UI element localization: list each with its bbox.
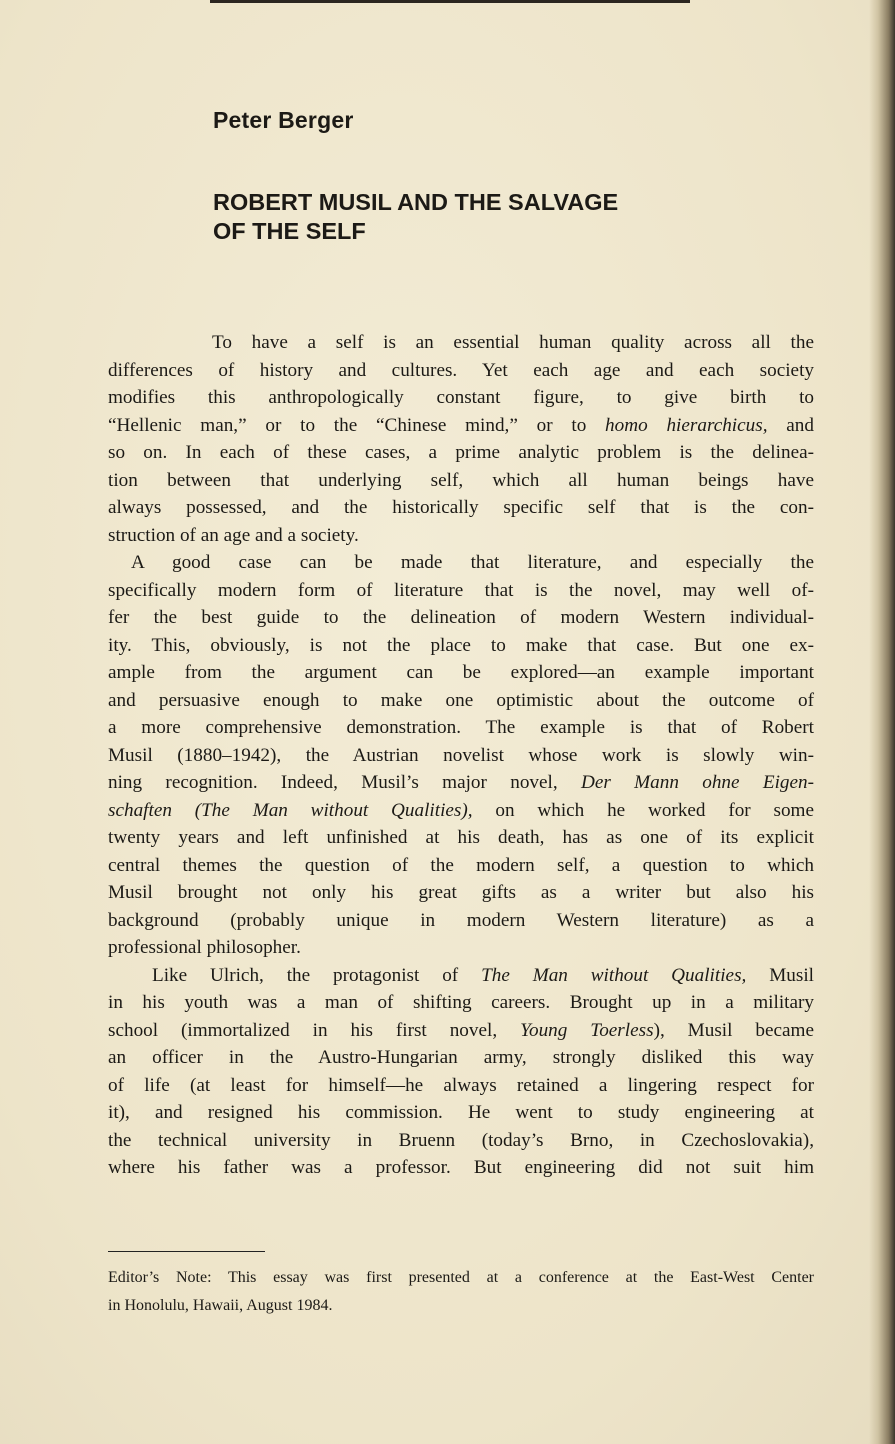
author-name: Peter Berger [213, 107, 354, 133]
body-text-line: in his youth was a man of shifting careers. Brought up in a military [108, 992, 814, 1013]
body-text-line: tion between that underlying self, which all human beings have [108, 469, 814, 491]
body-text-line: Musil (1880–1942), the Austrian novelist whose work is slowly win- [108, 744, 814, 766]
body-text-line: specifically modern form of literature that is the novel, may well of- [108, 579, 814, 601]
body-text-line: of life (at least for himself—he always retained a lingering respect for [108, 1074, 814, 1096]
footnote-line: in Honolulu, Hawaii, August 1984. [108, 1296, 333, 1314]
body-text-line: schaften (The Man without Qualities), on which he worked for some [108, 799, 814, 821]
body-text-line: struction of an age and a society. [108, 524, 359, 546]
body-text-line: so on. In each of these cases, a prime analytic problem is the delinea- [108, 442, 814, 463]
body-text-line: ity. This, obviously, is not the place to make that case. But one ex- [108, 634, 814, 656]
body-text-line: A good case can be made that literature, and especially the [131, 552, 814, 573]
body-text-line: and persuasive enough to make one optimistic about the outcome of [108, 689, 814, 711]
body-text-line: always possessed, and the historically specific self that is the con- [108, 497, 814, 518]
body-text-line: ning recognition. Indeed, Musil’s major novel, Der Mann ohne Eigen- [108, 772, 814, 793]
body-text-line: Like Ulrich, the protagonist of The Man without Qualities, Musil [152, 964, 814, 986]
body-text-line: the technical university in Bruenn (today’s Brno, in Czechoslovakia), [108, 1129, 814, 1151]
footnote [108, 1266, 814, 1321]
body-text-line: background (probably unique in modern Western literature) as a [108, 909, 814, 931]
body-text-line: modifies this anthropologically constant figure, to give birth to [108, 387, 814, 408]
body-text-line: Musil brought not only his great gifts as a writer but also his [108, 882, 814, 903]
body-text-line: ample from the argument can be explored—an example important [108, 662, 814, 683]
essay-title [213, 188, 773, 246]
body-text-line: professional philosopher. [108, 937, 301, 958]
body-text-line: differences of history and cultures. Yet each age and each society [108, 359, 814, 381]
body-text-line: fer the best guide to the delineation of modern Western individual- [108, 607, 814, 628]
footnote-line: Editor’s Note: This essay was first presented at a conference at the East-West Center [108, 1269, 814, 1286]
body-text-line: “Hellenic man,” or to the “Chinese mind,” or to homo hierarchicus, and [108, 414, 814, 436]
essay-body [108, 329, 814, 1182]
book-spine-shadow [869, 0, 895, 1444]
essay-title-line: OF THE SELF [213, 218, 366, 244]
body-text-line: a more comprehensive demonstration. The example is that of Robert [108, 717, 814, 738]
body-text-line: To have a self is an essential human quality across all the [212, 332, 814, 353]
essay-title-line: ROBERT MUSIL AND THE SALVAGE [213, 189, 619, 215]
footnote-rule [108, 1251, 265, 1252]
body-text-line: where his father was a professor. But engineering did not suit him [108, 1157, 814, 1178]
body-text-line: school (immortalized in his first novel, Young Toerless), Musil became [108, 1019, 814, 1041]
body-text-line: central themes the question of the modern self, a question to which [108, 854, 814, 876]
body-text-line: an officer in the Austro-Hungarian army, strongly disliked this way [108, 1047, 814, 1068]
body-text-line: it), and resigned his commission. He went to study engineering at [108, 1102, 814, 1123]
body-text-line: twenty years and left unfinished at his death, has as one of its explicit [108, 827, 814, 848]
page-top-edge [210, 0, 690, 3]
